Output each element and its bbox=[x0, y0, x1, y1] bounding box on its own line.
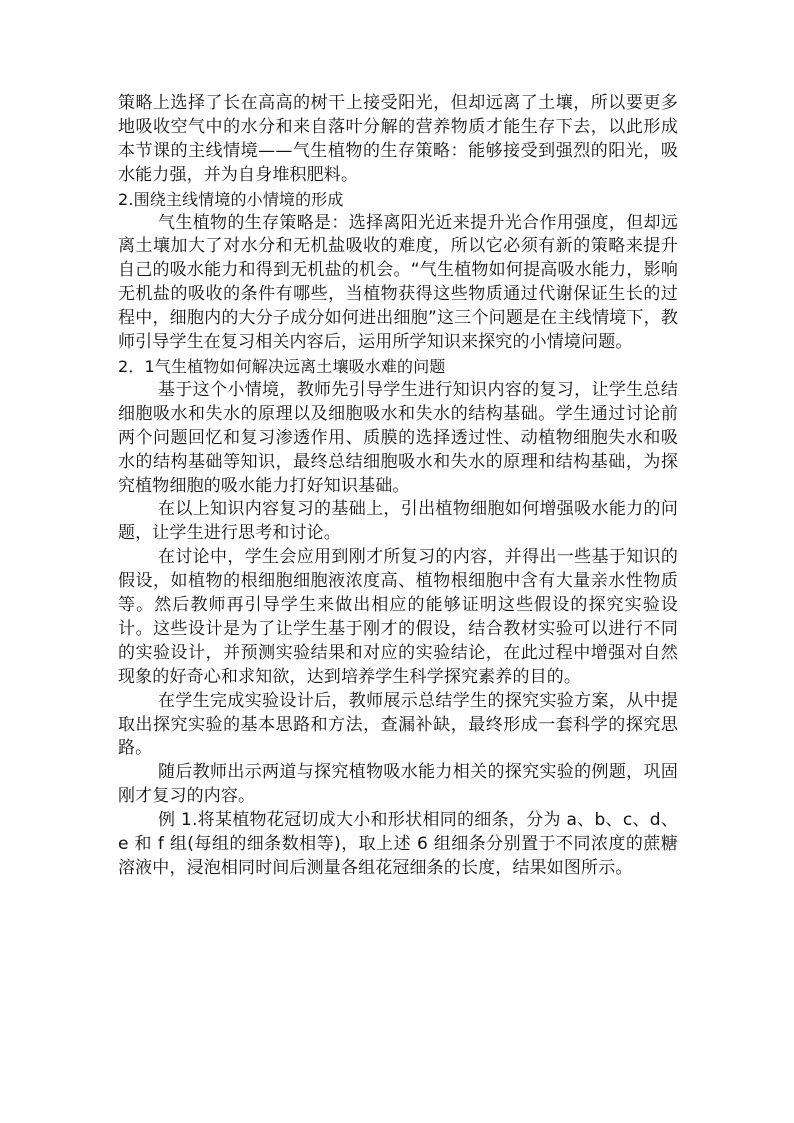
document-body bbox=[118, 92, 678, 881]
paragraph-main-situation: 策略上选择了长在高高的树干上接受阳光，但却远离了土壤，所以要更多地吸收空气中的水分和来自落叶分解的营养物质才能生存下去，以此形成本节课的主线情境——气生植物的生存策略：能够接受到强烈的阳光，吸水能力强，并为自身堆积肥料。 bbox=[118, 93, 678, 185]
section-heading-2-1: 2．1气生植物如何解决远离土壤吸水难的问题 bbox=[118, 356, 446, 376]
paragraph-review: 基于这个小情境，教师先引导学生进行知识内容的复习，让学生总结细胞吸水和失水的原理以及细胞吸水和失水的结构基础。学生通过讨论前两个问题回忆和复习渗透作用、质膜的选择透过性、动植物细胞失水和吸水的结构基础等知识，最终总结细胞吸水和失水的原理和结构基础，为探究植物细胞的吸水能力打好知识基础。 bbox=[118, 379, 678, 496]
section-heading-2: 2.围绕主线情境的小情境的形成 bbox=[118, 189, 344, 209]
paragraph-summary: 在学生完成实验设计后，教师展示总结学生的探究实验方案，从中提取出探究实验的基本思路和方法，查漏补缺，最终形成一套科学的探究思路。 bbox=[118, 690, 678, 759]
paragraph-air-plant-strategy: 气生植物的生存策略是：选择离阳光近来提升光合作用强度，但却远离土壤加大了对水分和无机盐吸收的难度，所以它必须有新的策略来提升自己的吸水能力和得到无机盐的机会。“气生植物如何提高吸水能力，影响无机盐的吸收的条件有哪些，当植物获得这些物质通过代谢保证生长的过程中，细胞内的大分子成分如何进出细胞”这三个问题是在主线情境下，教师引导学生在复习相关内容后，运用所学知识来探究的小情境问题。 bbox=[118, 212, 678, 353]
paragraph-discussion: 在讨论中，学生会应用到刚才所复习的内容，并得出一些基于知识的假设，如植物的根细胞细胞液浓度高、植物根细胞中含有大量亲水性物质等。然后教师再引导学生来做出相应的能够证明这些假设的探究实验设计。这些设计是为了让学生基于刚才的假设，结合教材实验可以进行不同的实验设计，并预测实验结果和对应的实验结论，在此过程中增强对自然现象的好奇心和求知欲，达到培养学生科学探究素养的目的。 bbox=[118, 547, 678, 687]
paragraph-examples-intro: 随后教师出示两道与探究植物吸水能力相关的探究实验的例题，巩固刚才复习的内容。 bbox=[118, 762, 678, 807]
paragraph-question: 在以上知识内容复习的基础上，引出植物细胞如何增强吸水能力的问题，让学生进行思考和讨论。 bbox=[118, 499, 678, 544]
paragraph-example-1: 例 1.将某植物花冠切成大小和形状相同的细条，分为 a、b、c、d、e 和 f 组(每组的细条数相等)，取上述 6 组细条分别置于不同浓度的蔗糖溶液中，浸泡相同时间后测量各组花冠细条的长度，结果如图所示。 bbox=[118, 810, 678, 878]
